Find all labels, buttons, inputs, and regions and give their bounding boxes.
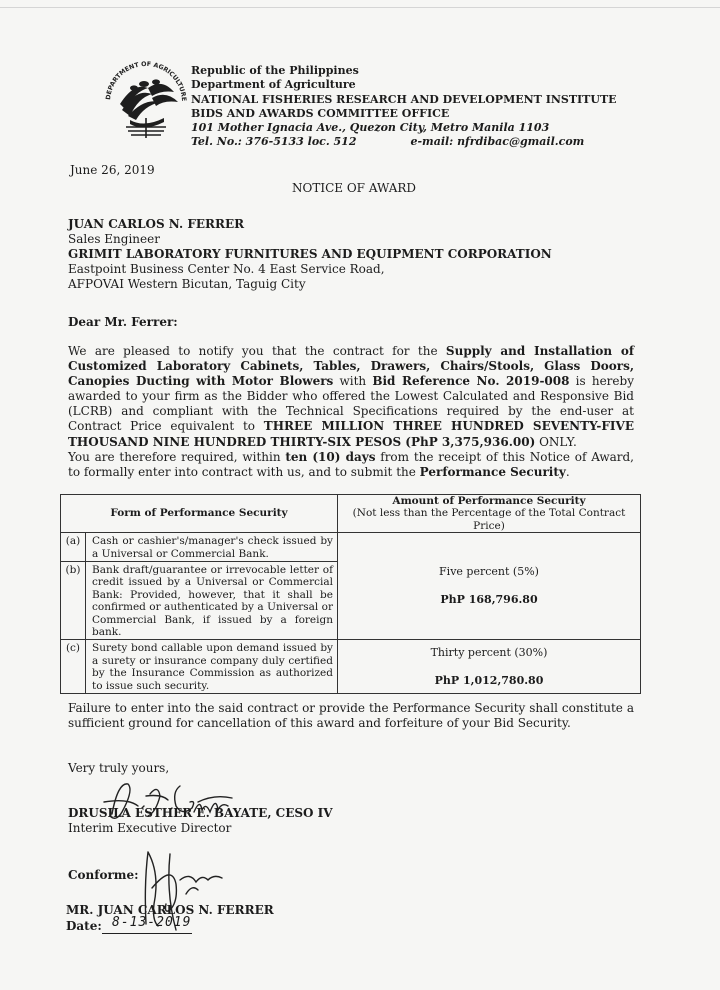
amount-value: PhP 168,796.80 <box>440 593 538 607</box>
header-amount-title: Amount of Performance Security <box>392 495 586 507</box>
date-underline <box>102 933 192 934</box>
table-header-row <box>61 495 641 533</box>
letterhead-institute: NATIONAL FISHERIES RESEARCH AND DEVELOPMENT INSTITUTE <box>191 92 617 106</box>
requirement-text-1: You are therefore required, within <box>68 450 286 464</box>
letterhead-country: Republic of the Philippines <box>191 64 359 77</box>
award-text-1: We are pleased to notify you that the contract for the <box>68 344 446 358</box>
letterhead <box>191 64 617 150</box>
amount-cell-c <box>338 640 641 694</box>
conforme-name: MR. JUAN CARLOS N. FERRER <box>66 903 274 917</box>
award-paragraph <box>68 344 634 450</box>
signatory-title: Interim Executive Director <box>68 821 232 835</box>
header-amount <box>338 495 641 533</box>
amount-value: PhP 1,012,780.80 <box>434 673 544 687</box>
project-title: Supply and Installation of Customized Laboratory Cabinets, Tables, Drawers, Chairs/Stools, Glass Doors, Canopies Ducting with Motor Blowers <box>68 344 634 389</box>
row-description: Bank draft/guarantee or irrevocable letter of credit issued by a Universal or Commercial Bank: Provided, however, that it shall be confirmed or authenticated by a Universal or Commercial Bank, if issued by a foreign bank. <box>86 562 338 640</box>
row-label: (c) <box>61 640 86 694</box>
signatory-name: DRUSILA ESTHER E. BAYATE, CESO IV <box>68 806 333 820</box>
contract-price: THREE MILLION THREE HUNDRED SEVENTY-FIVE THOUSAND NINE HUNDRED THIRTY-SIX PESOS (PhP 3,375,936.00) <box>68 419 634 449</box>
salutation: Dear Mr. Ferrer: <box>68 315 178 329</box>
award-text-4: ONLY. <box>535 434 577 449</box>
table-row <box>61 533 641 562</box>
letter-date: June 26, 2019 <box>70 163 155 177</box>
performance-security-term: Performance Security <box>419 465 566 480</box>
table-row <box>61 640 641 694</box>
row-description: Cash or cashier's/manager's check issued by a Universal or Commercial Bank. <box>86 533 338 562</box>
requirement-text-2: from the receipt of this Notice of Award, to formally enter into contract with us, and to submit the <box>68 450 634 480</box>
award-text-3: is hereby awarded to your firm as the Bidder who offered the Lowest Calculated and Responsive Bid (LCRB) and compliant with the Technical Specifications required by the end-user at Contract Price equivalent to <box>68 374 634 434</box>
page-title: NOTICE OF AWARD <box>292 181 417 195</box>
letterhead-tel: Tel. No.: 376-5133 loc. 512 <box>191 135 357 149</box>
row-label: (a) <box>61 533 86 562</box>
letterhead-contact <box>191 135 617 149</box>
bid-reference: Bid Reference No. 2019-008 <box>372 374 570 389</box>
deadline-days: ten (10) days <box>285 450 376 464</box>
date-label: Date: <box>66 919 102 933</box>
recipient-address-line1: Eastpoint Business Center No. 4 East Service Road, <box>68 262 385 276</box>
performance-security-table <box>60 494 641 694</box>
amount-cell-ab <box>338 533 641 640</box>
row-label: (b) <box>61 562 86 640</box>
closing: Very truly yours, <box>68 761 170 775</box>
recipient-position: Sales Engineer <box>68 232 160 246</box>
recipient-address-line2: AFPOVAI Western Bicutan, Taguig City <box>68 277 306 291</box>
conforme-label: Conforme: <box>68 868 139 882</box>
forfeiture-paragraph: Failure to enter into the said contract or provide the Performance Security shall constitute a sufficient ground for cancellation of this award and forfeiture of your Bid Security. <box>68 701 634 731</box>
handwritten-date: 8-13-2019 <box>112 915 192 930</box>
letterhead-department: Department of Agriculture <box>191 78 356 92</box>
svg-text:DEPARTMENT OF AGRICULTURE: DEPARTMENT OF AGRICULTURE <box>104 60 188 102</box>
recipient-company: GRIMIT LABORATORY FURNITURES AND EQUIPMENT CORPORATION <box>68 247 552 261</box>
award-text-2: with <box>333 374 373 389</box>
amount-percent: Five percent (5%) <box>439 565 539 579</box>
recipient-name: JUAN CARLOS N. FERRER <box>68 217 245 231</box>
letterhead-office: BIDS AND AWARDS COMMITTEE OFFICE <box>191 106 450 120</box>
header-amount-subtitle: (Not less than the Percentage of the Total Contract Price) <box>352 507 626 532</box>
amount-percent: Thirty percent (30%) <box>430 645 548 659</box>
scan-edge-line <box>0 7 720 8</box>
header-form: Form of Performance Security <box>61 495 338 533</box>
row-description: Surety bond callable upon demand issued by a surety or insurance company duly certified by the Insurance Commission as authorized to issue such security. <box>86 640 338 694</box>
letterhead-address: 101 Mother Ignacia Ave., Quezon City, Metro Manila 1103 <box>191 121 550 135</box>
department-of-agriculture-seal <box>100 58 192 142</box>
requirement-paragraph <box>68 450 634 480</box>
letterhead-email: e-mail: nfrdibac@gmail.com <box>410 135 585 149</box>
requirement-text-3: . <box>565 465 570 480</box>
